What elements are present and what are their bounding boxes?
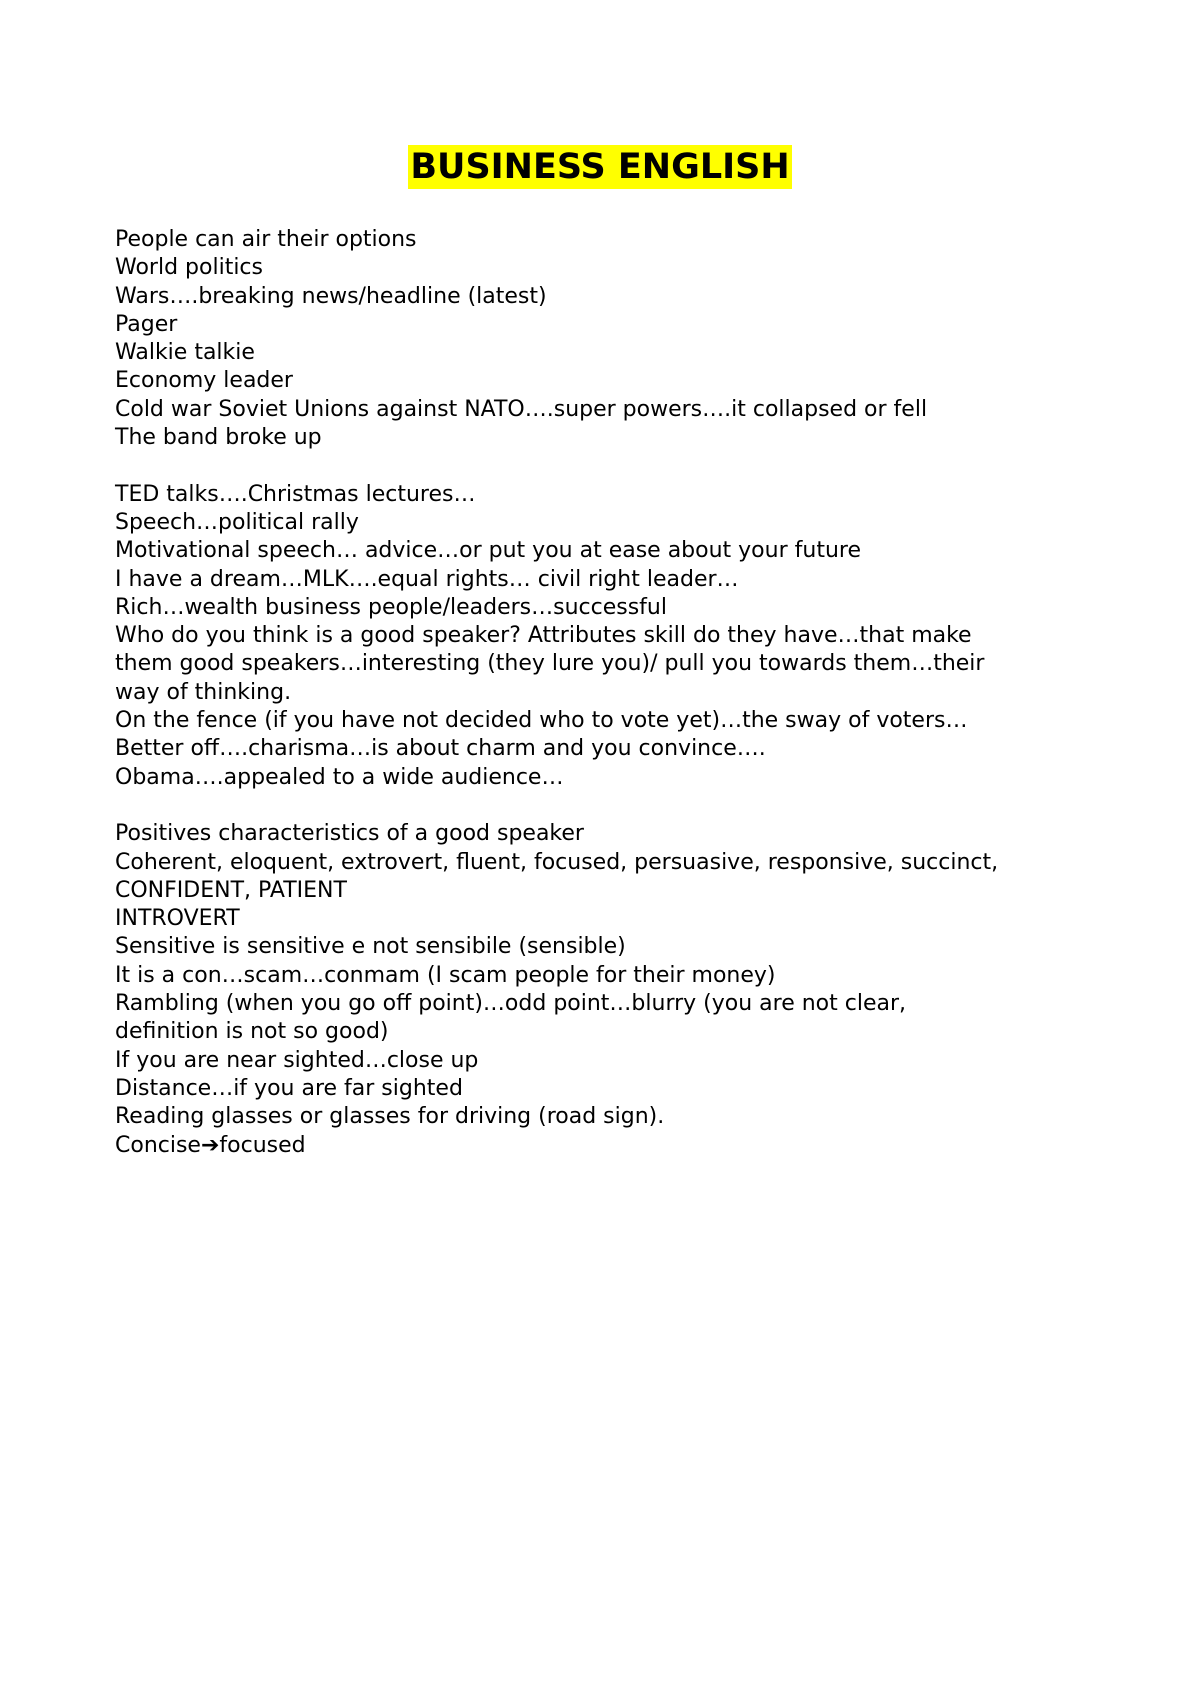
- text-line: Walkie talkie: [115, 340, 255, 366]
- text-line: I have a dream…MLK….equal rights… civil right leader…: [115, 566, 739, 592]
- document-body: [115, 226, 1115, 1160]
- text-line: INTROVERT: [115, 906, 240, 932]
- text-line: Pager: [115, 311, 178, 337]
- text-line: Distance…if you are far sighted: [115, 1075, 463, 1101]
- paragraph-gap: [115, 452, 1115, 480]
- text-line: Motivational speech… advice…or put you at ease about your future: [115, 538, 861, 564]
- text-line: Concise➔focused: [115, 1132, 306, 1158]
- text-line: them good speakers…interesting (they lure you)/ pull you towards them…their: [115, 651, 985, 677]
- text-line: Wars….breaking news/headline (latest): [115, 283, 547, 309]
- text-line: TED talks….Christmas lectures…: [115, 481, 476, 507]
- text-line: Sensitive is sensitive e not sensibile (sensible): [115, 934, 626, 960]
- text-line: Speech…political rally: [115, 509, 359, 535]
- text-line: People can air their options: [115, 227, 417, 252]
- text-line: Obama….appealed to a wide audience…: [115, 764, 564, 790]
- text-line: Rich…wealth business people/leaders…successful: [115, 594, 667, 620]
- text-line: The band broke up: [115, 425, 322, 451]
- text-line: Positives characteristics of a good speaker: [115, 821, 584, 847]
- text-line: Cold war Soviet Unions against NATO….super powers….it collapsed or fell: [115, 396, 928, 422]
- text-line: definition is not so good): [115, 1019, 389, 1045]
- text-line: It is a con…scam…conmam (I scam people for their money): [115, 962, 776, 988]
- text-line: Economy leader: [115, 368, 293, 394]
- text-line: Who do you think is a good speaker? Attributes skill do they have…that make: [115, 623, 972, 649]
- text-line: CONFIDENT, PATIENT: [115, 877, 347, 903]
- text-line: Reading glasses or glasses for driving (road sign).: [115, 1104, 665, 1130]
- document-title: BUSINESS ENGLISH: [410, 147, 790, 187]
- text-line: Rambling (when you go off point)…odd point…blurry (you are not clear,: [115, 991, 907, 1017]
- paragraph: [115, 226, 1115, 452]
- paragraph-gap: [115, 792, 1115, 820]
- text-line: World politics: [115, 255, 263, 281]
- paragraph: [115, 820, 1115, 1160]
- text-line: If you are near sighted…close up: [115, 1047, 479, 1073]
- paragraph: [115, 481, 1115, 792]
- title-container: [0, 145, 1200, 189]
- text-line: On the fence (if you have not decided who to vote yet)…the sway of voters…: [115, 708, 968, 734]
- text-line: way of thinking.: [115, 679, 292, 705]
- text-line: Coherent, eloquent, extrovert, fluent, focused, persuasive, responsive, succinct,: [115, 849, 999, 875]
- text-line: Better off….charisma…is about charm and you convince….: [115, 736, 766, 762]
